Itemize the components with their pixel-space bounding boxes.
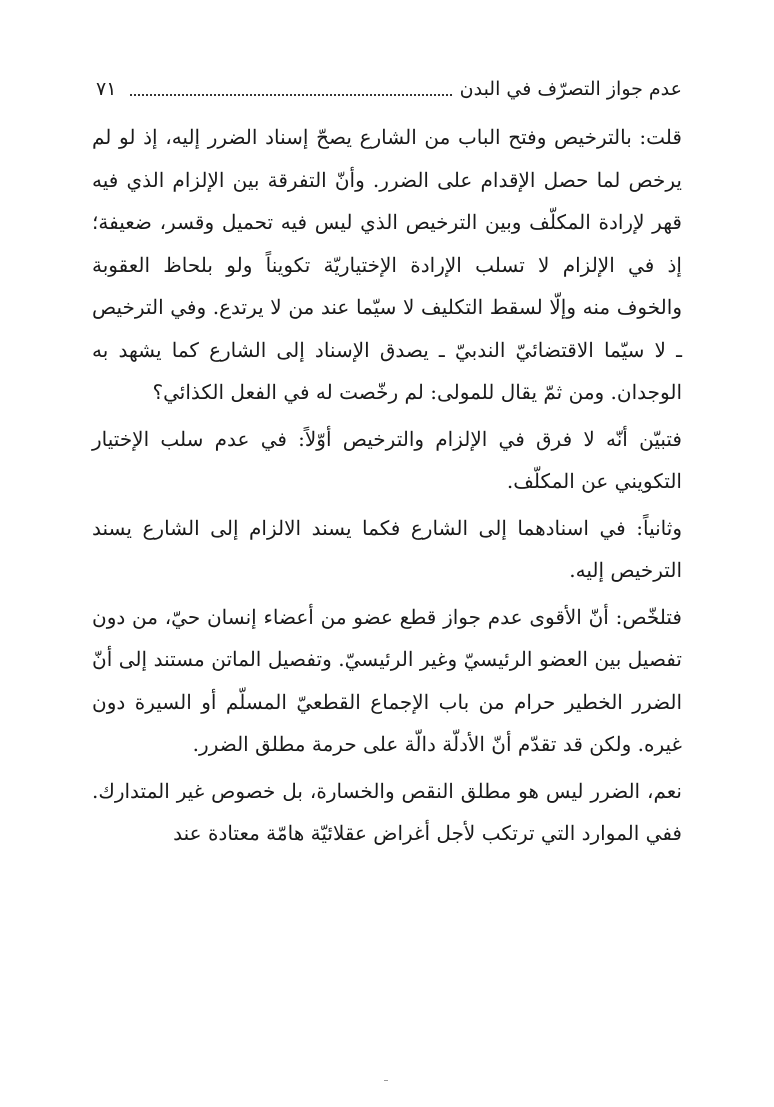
- chapter-title: عدم جواز التصرّف في البدن: [459, 78, 682, 100]
- body-text: [92, 116, 682, 859]
- page-number: ٧١: [96, 78, 117, 100]
- running-header: [96, 76, 682, 102]
- paragraph: فتبيّن أنّه لا فرق في الإلزام والترخيص أوّلاً: في عدم سلب الإختيار التكويني عن المكلّف.: [92, 426, 682, 493]
- paragraph: نعم، الضرر ليس هو مطلق النقص والخسارة، بل خصوص غير المتدارك. ففي الموارد التي ترتكب لأجل أغراض عقلائيّة هامّة معتادة عند: [92, 778, 682, 845]
- paragraph: فتلخّص: أنّ الأقوى عدم جواز قطع عضو من أعضاء إنسان حيّ، من دون تفصيل بين العضو الرئيسيّ وغير الرئيسيّ. وتفصيل الماتن مستند إلى أنّ الضرر الخطير حرام من باب الإجماع القطعيّ المسلّم أو السيرة دون غيره. ولكن قد تقدّم أنّ الأدلّة دالّة على حرمة مطلق الضرر.: [92, 604, 682, 756]
- scan-mark: [384, 1080, 388, 1081]
- dotted-leader: [130, 94, 451, 96]
- paragraph: قلت: بالترخيص وفتح الباب من الشارع يصحّ إسناد الضرر إليه، إذ لو لم يرخص لما حصل الإقدام على الضرر. وأنّ التفرقة بين الإلزام الذي فيه قهر لإرادة المكلّف وبين الترخيص الذي ليس فيه تحميل وقسر، ضعيفة؛ إذ في الإلزام لا تسلب الإرادة الإختياريّة تكويناً ولو بلحاظ العقوبة والخوف منه وإلّا لسقط التكليف لا سيّما عند من لا يرتدع. وفي الترخيص ـ لا سيّما الاقتضائيّ الندبيّ ـ يصدق الإسناد إلى الشارع كما يشهد به الوجدان. ومن ثمّ يقال للمولى: لم رخّصت له في الفعل الكذائي؟: [92, 125, 682, 404]
- paragraph: وثانياً: في اسنادهما إلى الشارع فكما يسند الالزام إلى الشارع يسند الترخيص إليه.: [92, 515, 682, 582]
